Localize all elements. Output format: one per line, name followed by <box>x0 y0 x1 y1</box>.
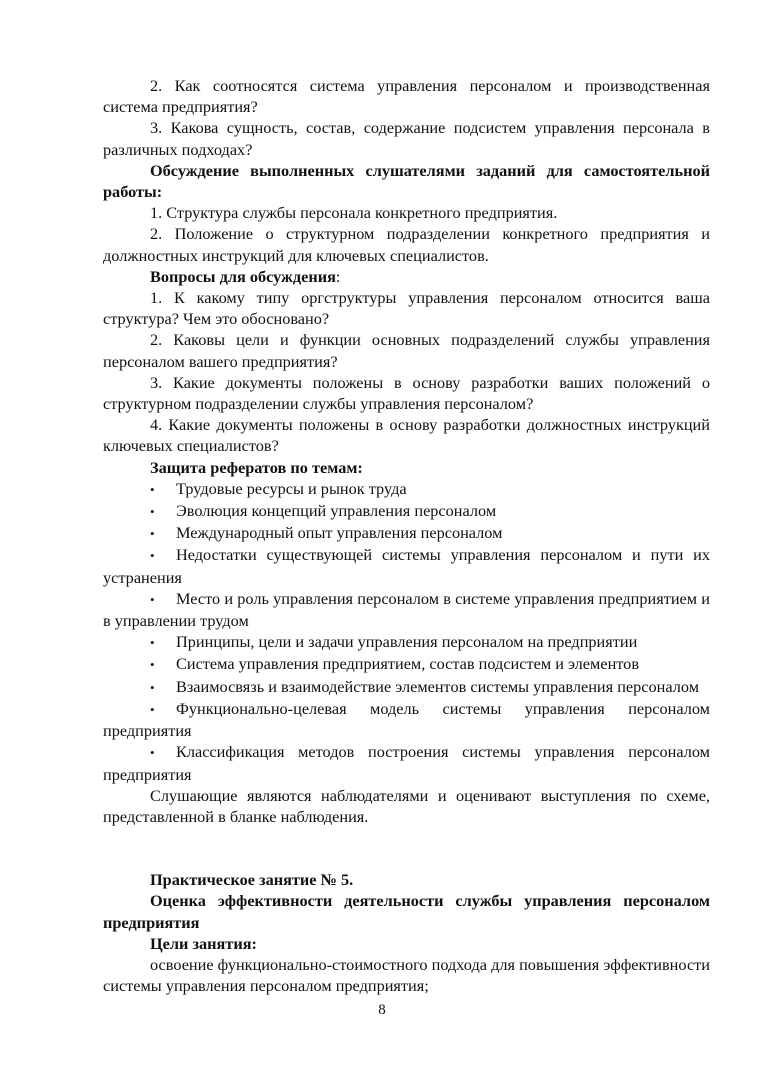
discussion-question-3: 3. Какие документы положены в основу разработки ваших положений о структурном подразделении службы управления персоналом? <box>103 372 710 414</box>
discussion-question-1: 1. К какому типу оргструктуры управления персоналом относится ваша структура? Чем это обосновано? <box>103 288 710 329</box>
essays-heading: Защита рефератов по темам: <box>150 457 363 477</box>
list-item: • Место и роль управления персоналом в системе управления предприятием и в управлении трудом <box>103 588 710 631</box>
bullet-icon: • <box>150 548 155 564</box>
bullet-icon: • <box>150 504 155 520</box>
list-item: • Принципы, цели и задачи управления персоналом на предприятии <box>103 631 710 653</box>
questions-heading: Вопросы для обсуждения: <box>150 266 341 286</box>
essay-topics-list <box>103 478 710 785</box>
goals-heading: Цели занятия: <box>150 933 257 953</box>
question-3: 3. Какова сущность, состав, содержание подсистем управления персонала в различных подходах? <box>103 118 710 159</box>
bullet-icon: • <box>150 635 155 651</box>
lesson-subtitle: Оценка эффективности деятельности службы управления персоналом предприятия <box>103 891 710 932</box>
bullet-icon: • <box>150 679 155 695</box>
list-item: • Эволюция концепций управления персоналом <box>103 500 710 522</box>
task-2: 2. Положение о структурном подразделении конкретного предприятия и должностных инструкций для ключевых специалистов. <box>103 224 710 265</box>
list-item: • Система управления предприятием, состав подсистем и элементов <box>103 653 710 675</box>
spacer <box>103 827 710 848</box>
question-2: 2. Как соотносятся система управления персоналом и производственная система предприятия? <box>103 76 710 117</box>
observers-note: Слушающие являются наблюдателями и оценивают выступления по схеме, представленной в бланке наблюдения. <box>103 785 710 826</box>
spacer <box>103 848 710 869</box>
bullet-icon: • <box>150 701 155 717</box>
list-item: • Недостатки существующей системы управления персоналом и пути их устранения <box>103 545 710 587</box>
lesson-title: Практическое занятие № 5. <box>150 870 354 890</box>
bullet-icon: • <box>150 526 155 542</box>
page-number: 8 <box>378 1002 386 1018</box>
list-item: • Взаимосвязь и взаимодействие элементов системы управления персоналом <box>103 676 710 698</box>
bullet-icon: • <box>150 591 155 607</box>
task-1: 1. Структура службы персонала конкретного предприятия. <box>150 203 558 223</box>
list-item: • Трудовые ресурсы и рынок труда <box>103 478 710 500</box>
bullet-icon: • <box>150 657 155 673</box>
list-item: • Классификация методов построения системы управления персоналом предприятия <box>103 742 710 784</box>
list-item: • Функционально-целевая модель системы управления персоналом предприятия <box>103 698 710 741</box>
discussion-heading: Обсуждение выполненных слушателями заданий для самостоятельной работы: <box>103 160 710 202</box>
discussion-question-2: 2. Каковы цели и функции основных подразделений службы управления персоналом вашего предприятия? <box>103 330 710 371</box>
list-item: • Международный опыт управления персоналом <box>103 522 710 544</box>
goals-text: освоение функционально-стоимостного подхода для повышения эффективности системы управления персоналом предприятия; <box>103 954 710 996</box>
discussion-question-4: 4. Какие документы положены в основу разработки должностных инструкций ключевых специалистов? <box>103 415 710 456</box>
bullet-icon: • <box>150 745 155 761</box>
bullet-icon: • <box>150 481 155 497</box>
